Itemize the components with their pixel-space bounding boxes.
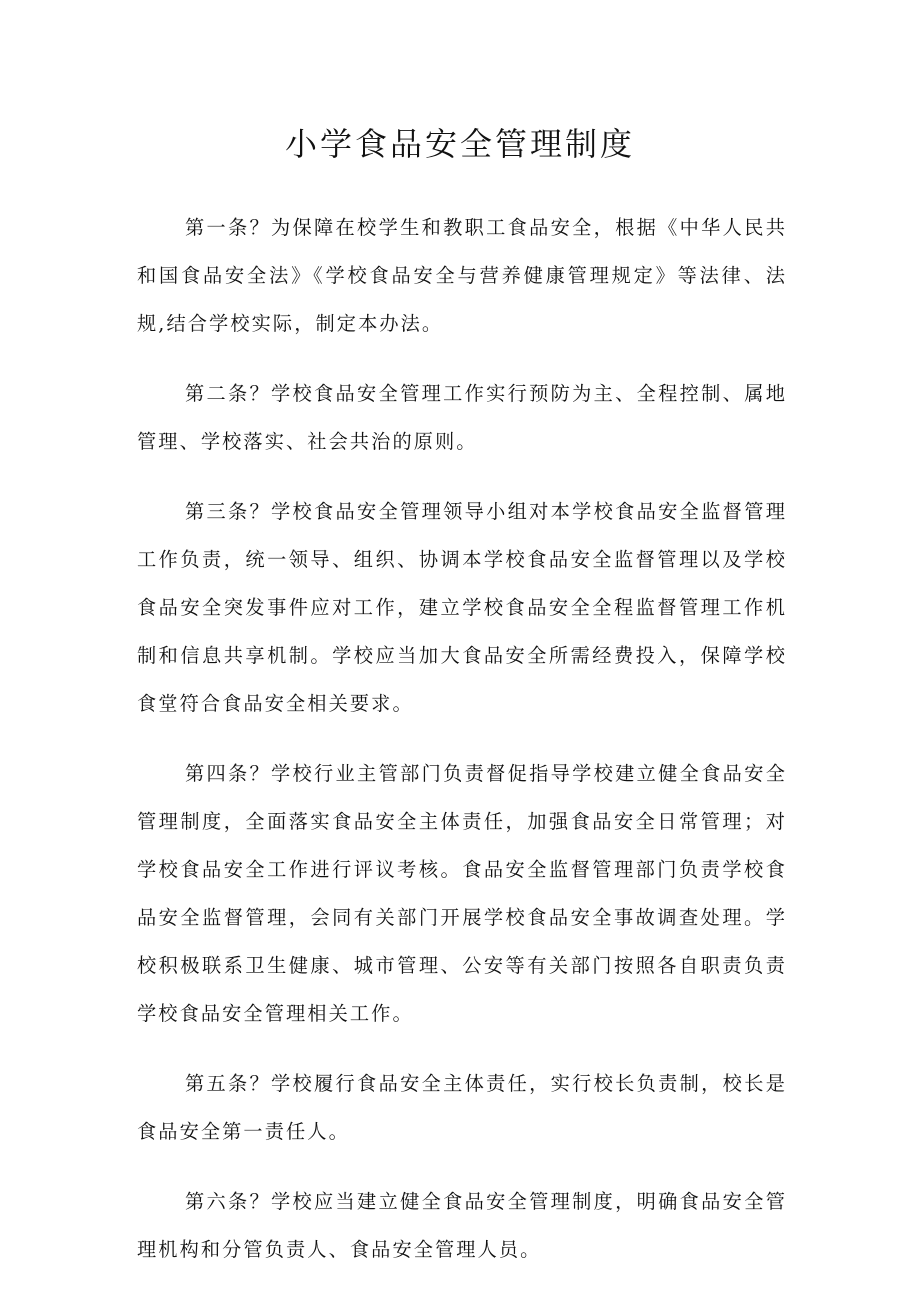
article-5-paragraph: 第五条？学校履行食品安全主体责任，实行校长负责制，校长是食品安全第一责任人。: [137, 1072, 787, 1143]
article-2-paragraph: 第二条？学校食品安全管理工作实行预防为主、全程控制、属地管理、学校落实、社会共治的原则。: [137, 382, 787, 453]
article-3-paragraph: 第三条？学校食品安全管理领导小组对本学校食品安全监督管理工作负责，统一领导、组织、协调本学校食品安全监督管理以及学校食品安全突发事件应对工作，建立学校食品安全全程监督管理工作机制和信息共享机制。学校应当加大食品安全所需经费投入，保障学校食堂符合食品安全相关要求。: [137, 500, 787, 715]
article-4-paragraph: 第四条？学校行业主管部门负责督促指导学校建立健全食品安全管理制度，全面落实食品安全主体责任，加强食品安全日常管理；对学校食品安全工作进行评议考核。食品安全监督管理部门负责学校食品安全监督管理，会同有关部门开展学校食品安全事故调查处理。学校积极联系卫生健康、城市管理、公安等有关部门按照各自职责负责学校食品安全管理相关工作。: [137, 762, 787, 1025]
article-1-paragraph: 第一条？为保障在校学生和教职工食品安全，根据《中华人民共和国食品安全法》《学校食品安全与营养健康管理规定》等法律、法规,结合学校实际，制定本办法。: [137, 216, 787, 335]
document-title: 小学食品安全管理制度: [284, 125, 635, 163]
document-body: [137, 204, 787, 1296]
article-6-paragraph: 第六条？学校应当建立健全食品安全管理制度，明确食品安全管理机构和分管负责人、食品安全管理人员。: [137, 1190, 787, 1261]
